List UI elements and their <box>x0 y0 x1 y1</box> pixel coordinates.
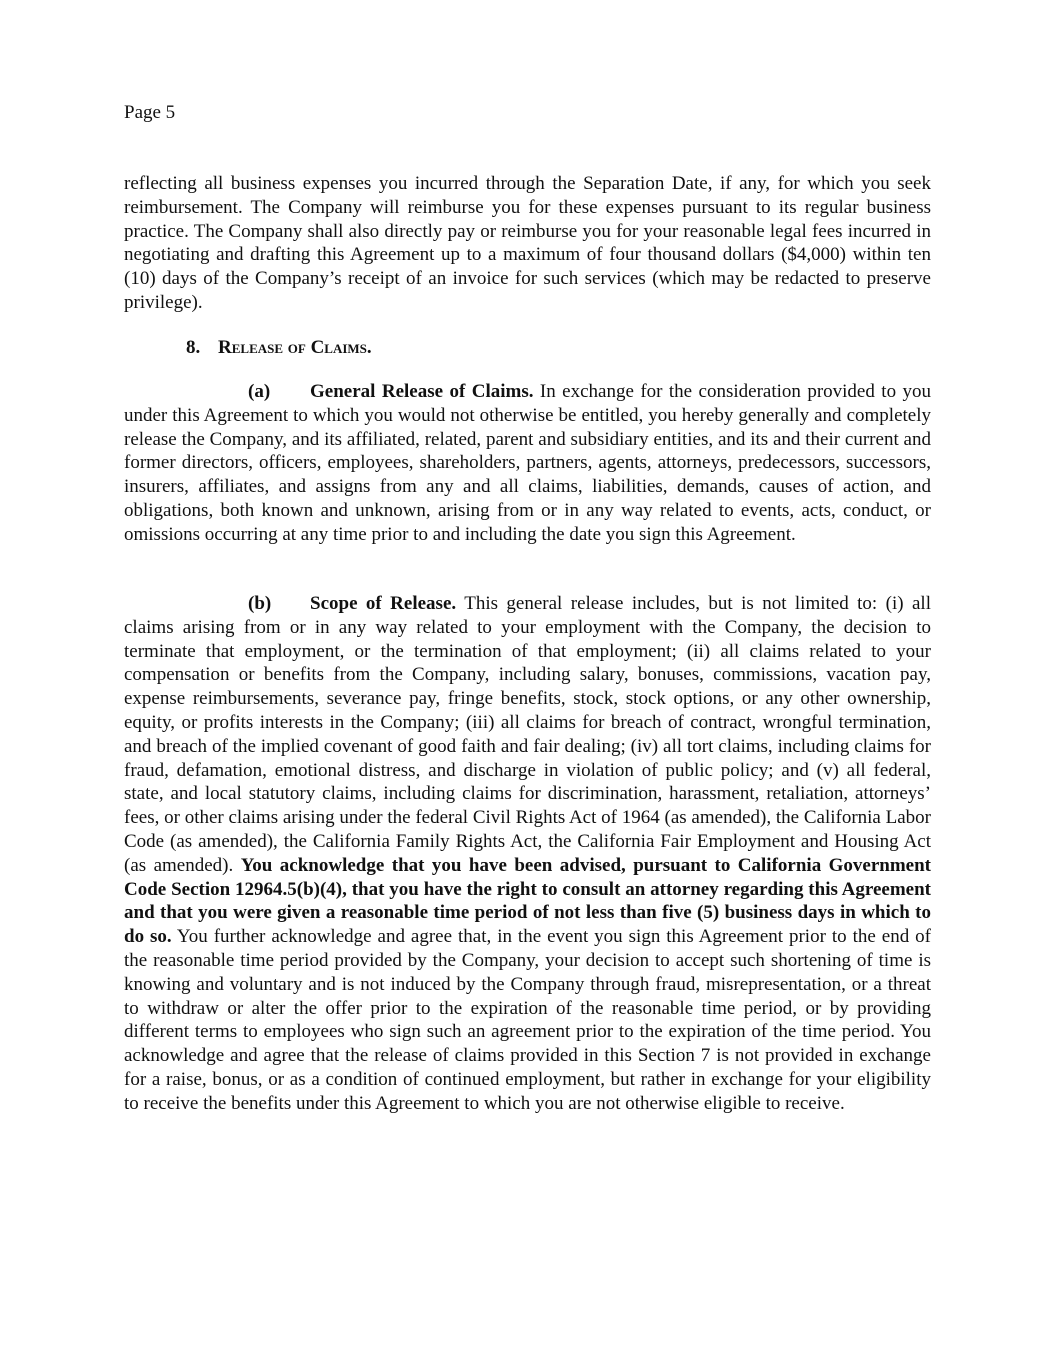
subsection-a-heading: General Release of Claims. <box>310 381 534 402</box>
section-title: Release of Claims. <box>218 337 372 358</box>
subsection-b-label: (b) <box>248 593 272 614</box>
subsection-a-label: (a) <box>248 381 271 402</box>
subsection-a-paragraph <box>124 380 931 547</box>
subsection-a-text: In exchange for the consideration provided to you under this Agreement to which you would not otherwise be entitled, you hereby generally and completely release the Company, and its affiliated, related, parent and subsidiary entities, and its and their current and former directors, officers, employees, shareholders, partners, agents, attorneys, predecessors, successors, insurers, affiliates, and assigns from any and all claims, liabilities, demands, causes of action, and obligations, both known and unknown, arising from or in any way related to events, acts, conduct, or omissions occurring at any time prior to and including the date you sign this Agreement. <box>124 381 931 545</box>
subsection-b-paragraph <box>124 592 931 1116</box>
subsection-b-heading: Scope of Release. <box>310 593 457 614</box>
subsection-b-bold-notice: You acknowledge that you have been advised, pursuant to California Government Code Section 12964.5(b)(4), that you have the right to consult an attorney regarding this Agreement and that you were given a reasonable time period of not less than five (5) business days in which to do so. <box>124 854 931 948</box>
section-number: 8. <box>186 337 201 358</box>
subsection-b-text-part1: This general release includes, but is not limited to: (i) all claims arising from or in any way related to your employment with the Company, the decision to terminate that employment, or the termination of that employment; (ii) all claims related to your compensation or benefits from the Company, including salary, bonuses, commissions, vacation pay, expense reimbursements, severance pay, fringe benefits, stock, stock options, or any other ownership, equity, or profits interests in the Company; (iii) all claims for breach of contract, wrongful termination, and breach of the implied covenant of good faith and fair dealing; (iv) all tort claims, including claims for fraud, defamation, emotional distress, and discharge in violation of public policy; and (v) all federal, state, and local statutory claims, including claims for discrimination, harassment, retaliation, attorneys’ fees, or other claims arising under the federal Civil Rights Act of 1964 (as amended), the California Labor Code (as amended), the California Family Rights Act, the California Fair Employment and Housing Act (as amended). <box>124 593 931 876</box>
subsection-b-text-part2: You further acknowledge and agree that, in the event you sign this Agreement prior to the end of the reasonable time period provided by the Company, your decision to accept such shortening of time is knowing and voluntary and is not induced by the Company through fraud, misrepresentation, or a threat to withdraw or alter the offer prior to the expiration of the reasonable time period, or by providing different terms to employees who sign such an agreement prior to the expiration of the time period. You acknowledge and agree that the release of claims provided in this Section 7 is not provided in exchange for a raise, bonus, or as a condition of continued employment, but rather in exchange for your eligibility to receive the benefits under this Agreement to which you are not otherwise eligible to receive. <box>124 926 931 1114</box>
section-heading <box>186 336 372 360</box>
intro-paragraph: reflecting all business expenses you incurred through the Separation Date, if any, for which you seek reimbursement. The Company will reimburse you for these expenses pursuant to its regular business practice. The Company shall also directly pay or reimburse you for your reasonable legal fees incurred in negotiating and drafting this Agreement up to a maximum of four thousand dollars ($4,000) within ten (10) days of the Company’s receipt of an invoice for such services (which may be redacted to preserve privilege). <box>124 173 931 313</box>
page-number: Page 5 <box>124 102 176 123</box>
